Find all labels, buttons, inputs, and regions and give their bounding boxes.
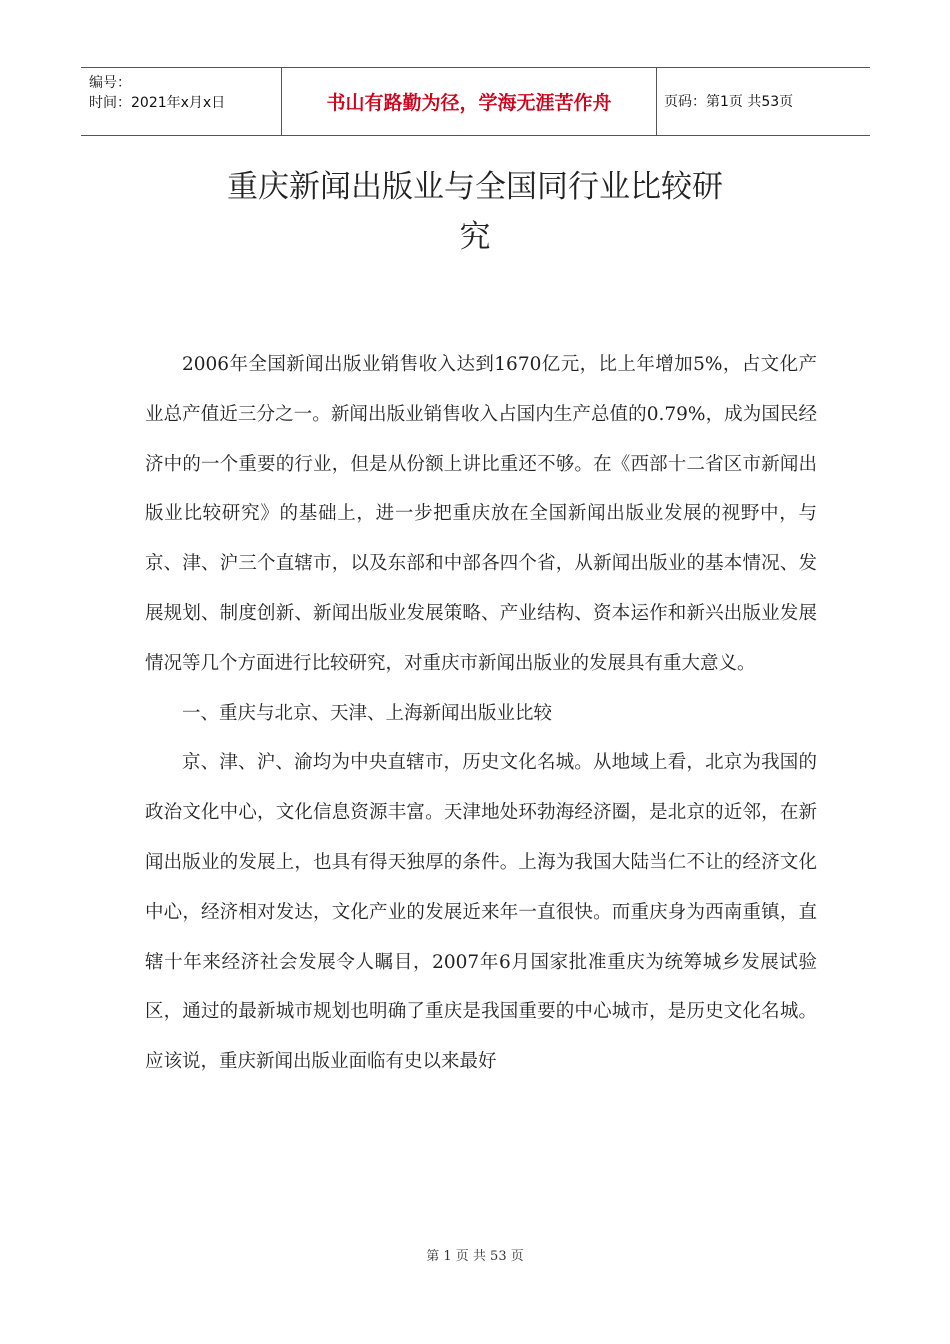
header-motto: 书山有路勤为径，学海无涯苦作舟 <box>326 91 612 114</box>
header-meta <box>89 73 225 113</box>
page-footer: 第 1 页 共 53 页 <box>426 1249 524 1264</box>
document-number-label: 编号： <box>89 75 131 91</box>
title-line: 重庆新闻出版业与全国同行业比较研 <box>227 169 723 205</box>
header-divider <box>656 67 657 135</box>
body-paragraph: 京、津、沪、渝均为中央直辖市，历史文化名城。从地域上看，北京为我国的政治文化中心，文化信息资源丰富。天津地处环勃海经济圈，是北京的近邻，在新闻出版业的发展上，也具有得天独厚的条件。上海为我国大陆当仁不让的经济文化中心，经济相对发达，文化产业的发展近来年一直很快。而重庆身为西南重镇，直辖十年来经济社会发展令人瞩目，2007年6月国家批准重庆为统筹城乡发展试验区，通过的最新城市规划也明确了重庆是我国重要的中心城市，是历史文化名城。应该说，重庆新闻出版业面临有史以来最好 <box>145 752 817 1073</box>
document-time-label: 时间：2021年x月x日 <box>89 95 226 111</box>
section-heading: 一、重庆与北京、天津、上海新闻出版业比较 <box>182 702 553 724</box>
document-title <box>120 162 830 262</box>
header-bottom-rule <box>81 135 870 136</box>
title-line: 究 <box>459 219 491 255</box>
body-paragraph: 2006年全国新闻出版业销售收入达到1670亿元，比上年增加5%，占文化产业总产值近三分之一。新闻出版业销售收入占国内生产总值的0.79%，成为国民经济中的一个重要的行业，但是从份额上讲比重还不够。在《西部十二省区市新闻出版业比较研究》的基础上，进一步把重庆放在全国新闻出版业发展的视野中，与京、津、沪三个直辖市，以及东部和中部各四个省，从新闻出版业的基本情况、发展规划、制度创新、新闻出版业发展策略、产业结构、资本运作和新兴出版业发展情况等几个方面进行比较研究，对重庆市新闻出版业的发展具有重大意义。 <box>145 354 817 674</box>
header-page-info: 页码：第1页 共53页 <box>664 94 794 110</box>
document-body <box>145 340 817 1087</box>
page-header <box>81 67 870 135</box>
